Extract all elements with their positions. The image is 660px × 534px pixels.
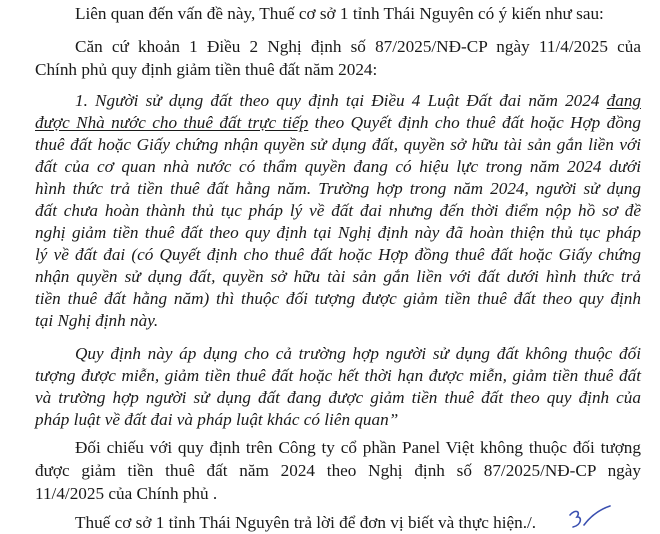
paragraph-conclusion-line-2: được giảm tiền thuê đất năm 2024 theo Nghị định số 87/2025/NĐ-CP ngày bbox=[35, 461, 641, 480]
quote-1-line-7: nghị giảm tiền thuê đất theo quy định tại Nghị định này đã hoàn thiện thủ tục pháp bbox=[35, 223, 641, 242]
quote-1-line-1 bbox=[75, 90, 641, 112]
paragraph-basis-line-2: Chính phủ quy định giảm tiền thuê đất năm 2024: bbox=[35, 60, 378, 79]
paragraph-basis-line-1: Căn cứ khoản 1 Điều 2 Nghị định số 87/2025/NĐ-CP ngày 11/4/2025 của bbox=[75, 37, 641, 56]
handwritten-initial-mark bbox=[566, 505, 614, 533]
quote-2-line-1: Quy định này áp dụng cho cả trường hợp người sử dụng đất không thuộc đối bbox=[75, 344, 641, 363]
paragraph-closing: Thuế cơ sở 1 tỉnh Thái Nguyên trả lời để đơn vị biết và thực hiện./. bbox=[75, 513, 537, 532]
paragraph-conclusion-line-1: Đối chiếu với quy định trên Công ty cổ phần Panel Việt không thuộc đối tượng bbox=[75, 438, 641, 457]
quote-1-line-9: nhận quyền sử dụng đất, quyền sở hữu tài sản gắn liền với đất dưới hình thức trả bbox=[35, 267, 641, 286]
quote-1-line-2-text: theo Quyết định cho thuê đất hoặc Hợp đồng bbox=[308, 113, 641, 132]
quote-1-underlined-start: đang bbox=[606, 91, 641, 110]
paragraph-intro: Liên quan đến vấn đề này, Thuế cơ sở 1 tỉnh Thái Nguyên có ý kiến như sau: bbox=[75, 4, 604, 23]
quote-1-line-2 bbox=[35, 112, 641, 134]
quote-1-line-8: lý về đất đai (có Quyết định cho thuê đất hoặc Hợp đồng thuê đất hoặc Giấy chứng bbox=[35, 245, 641, 264]
paragraph-conclusion-line-3: 11/4/2025 của Chính phủ . bbox=[35, 484, 218, 503]
quote-1-line-1-text: 1. Người sử dụng đất theo quy định tại Điều 4 Luật Đất đai năm 2024 bbox=[75, 91, 607, 110]
quote-1-line-4: đất của cơ quan nhà nước có thẩm quyền đang có hiệu lực trong năm 2024 dưới bbox=[35, 157, 641, 176]
quote-1-underlined-end: được Nhà nước cho thuê đất trực tiếp bbox=[35, 113, 309, 132]
quote-1-line-5: hình thức trả tiền thuê đất hằng năm. Trường hợp trong năm 2024, người sử dụng bbox=[35, 179, 641, 198]
quote-2-line-2: tượng được miễn, giảm tiền thuê đất hoặc hết thời hạn được miễn, giảm tiền thuê đất bbox=[35, 366, 641, 385]
quote-1-line-6: đất chưa hoàn thành thủ tục pháp lý về đất đai nhưng đến thời điểm nộp hồ sơ đề bbox=[35, 201, 641, 220]
quote-1-line-11: tại Nghị định này. bbox=[35, 311, 159, 330]
quote-1-line-3: thuê đất hoặc Giấy chứng nhận quyền sử dụng đất, quyền sở hữu tài sản gắn liền với bbox=[35, 135, 641, 154]
quote-2-line-4: pháp luật về đất đai và pháp luật khác có liên quan” bbox=[35, 410, 399, 429]
quote-1-line-10: tiền thuê đất hằng năm) thì thuộc đối tượng được giảm tiền thuê đất theo quy định bbox=[35, 289, 641, 308]
quote-2-line-3: và trường hợp người sử dụng đất đang được giảm tiền thuê đất theo quy định của bbox=[35, 388, 641, 407]
